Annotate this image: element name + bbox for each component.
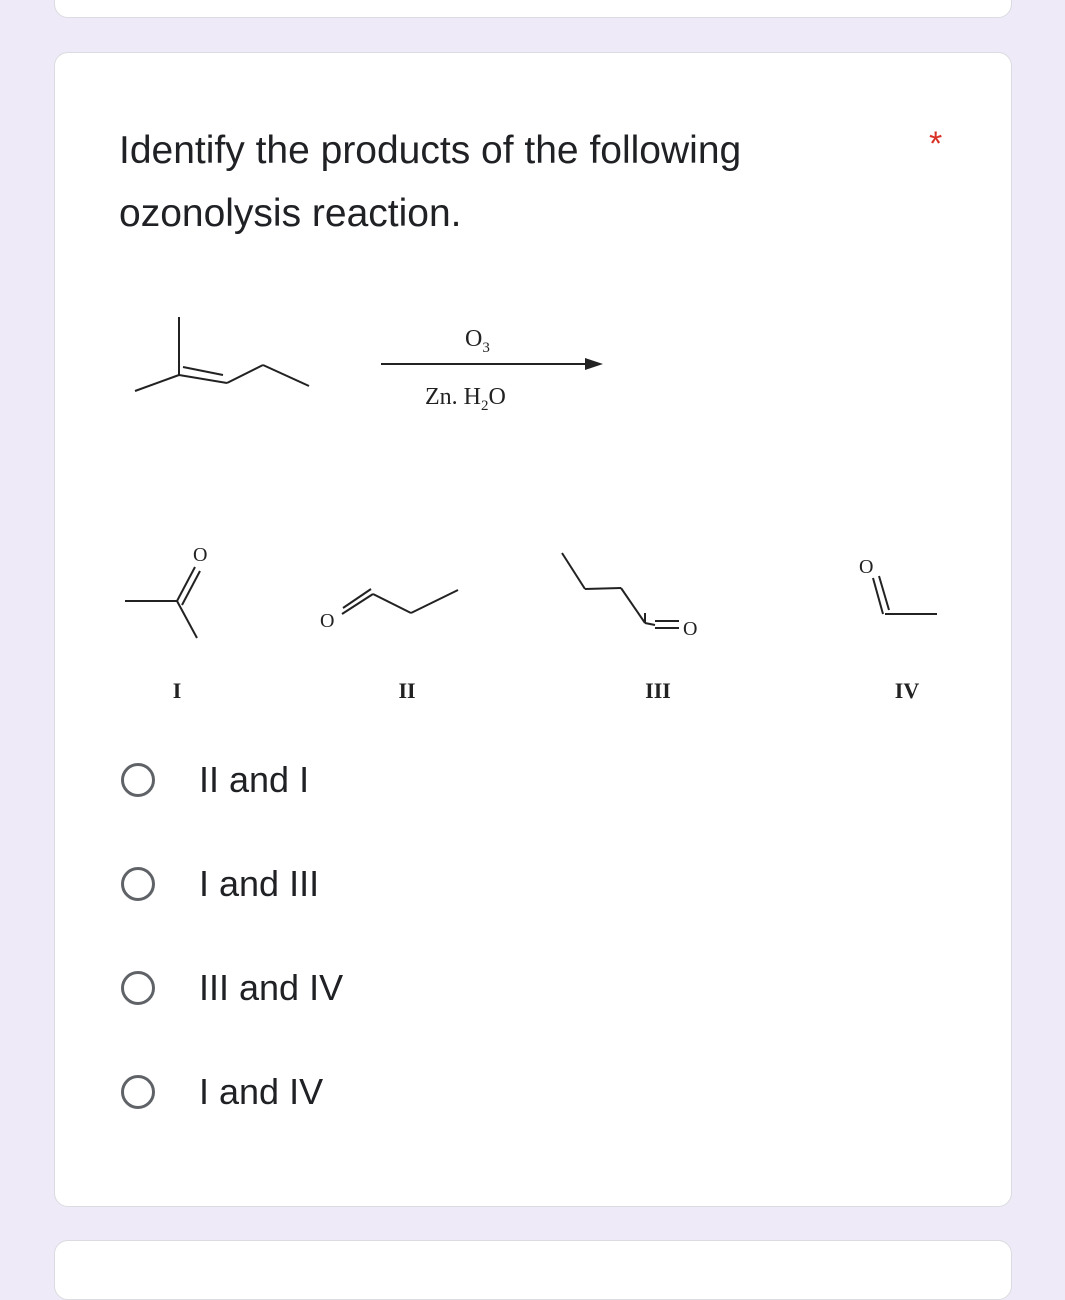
option-i-and-iv[interactable]	[121, 1067, 323, 1117]
radio-button[interactable]	[121, 763, 155, 797]
product-i-oxygen: O	[193, 544, 208, 566]
question-title: Identify the products of the following ozonolysis reaction.	[119, 129, 742, 235]
product-ii-label: II	[398, 678, 416, 703]
product-iv-oxygen: O	[859, 556, 874, 578]
product-iv-label: IV	[894, 678, 920, 703]
option-label: III and IV	[199, 967, 344, 1008]
option-i-and-iii[interactable]	[121, 859, 319, 909]
product-ii-oxygen: O	[320, 610, 335, 632]
reagent-zn-water: Zn. $H_2O$	[425, 384, 506, 414]
required-marker: *	[929, 125, 943, 163]
reaction-arrow	[381, 358, 603, 370]
radio-button[interactable]	[121, 971, 155, 1005]
product-ii-structure	[342, 589, 458, 614]
next-question-card	[54, 1240, 1012, 1300]
previous-question-card	[54, 0, 1012, 18]
product-iii-oxygen: O	[683, 618, 698, 640]
reagent-ozone: $O_3$	[465, 326, 490, 356]
option-iii-and-iv[interactable]	[121, 963, 343, 1013]
radio-button[interactable]	[121, 867, 155, 901]
option-label: I and III	[199, 863, 320, 904]
reactant-structure-fixed	[135, 317, 309, 391]
option-ii-and-i[interactable]	[121, 755, 309, 805]
product-iii-label: III	[645, 678, 671, 703]
product-iv-structure	[873, 576, 937, 614]
question-card	[54, 52, 1012, 1207]
option-label: I and IV	[199, 1071, 324, 1112]
reaction-figure	[55, 53, 1013, 753]
option-label: II and I	[199, 759, 310, 800]
product-i-label: I	[172, 678, 182, 703]
product-i-structure	[125, 567, 200, 638]
radio-button[interactable]	[121, 1075, 155, 1109]
product-iii-structure	[562, 553, 679, 628]
